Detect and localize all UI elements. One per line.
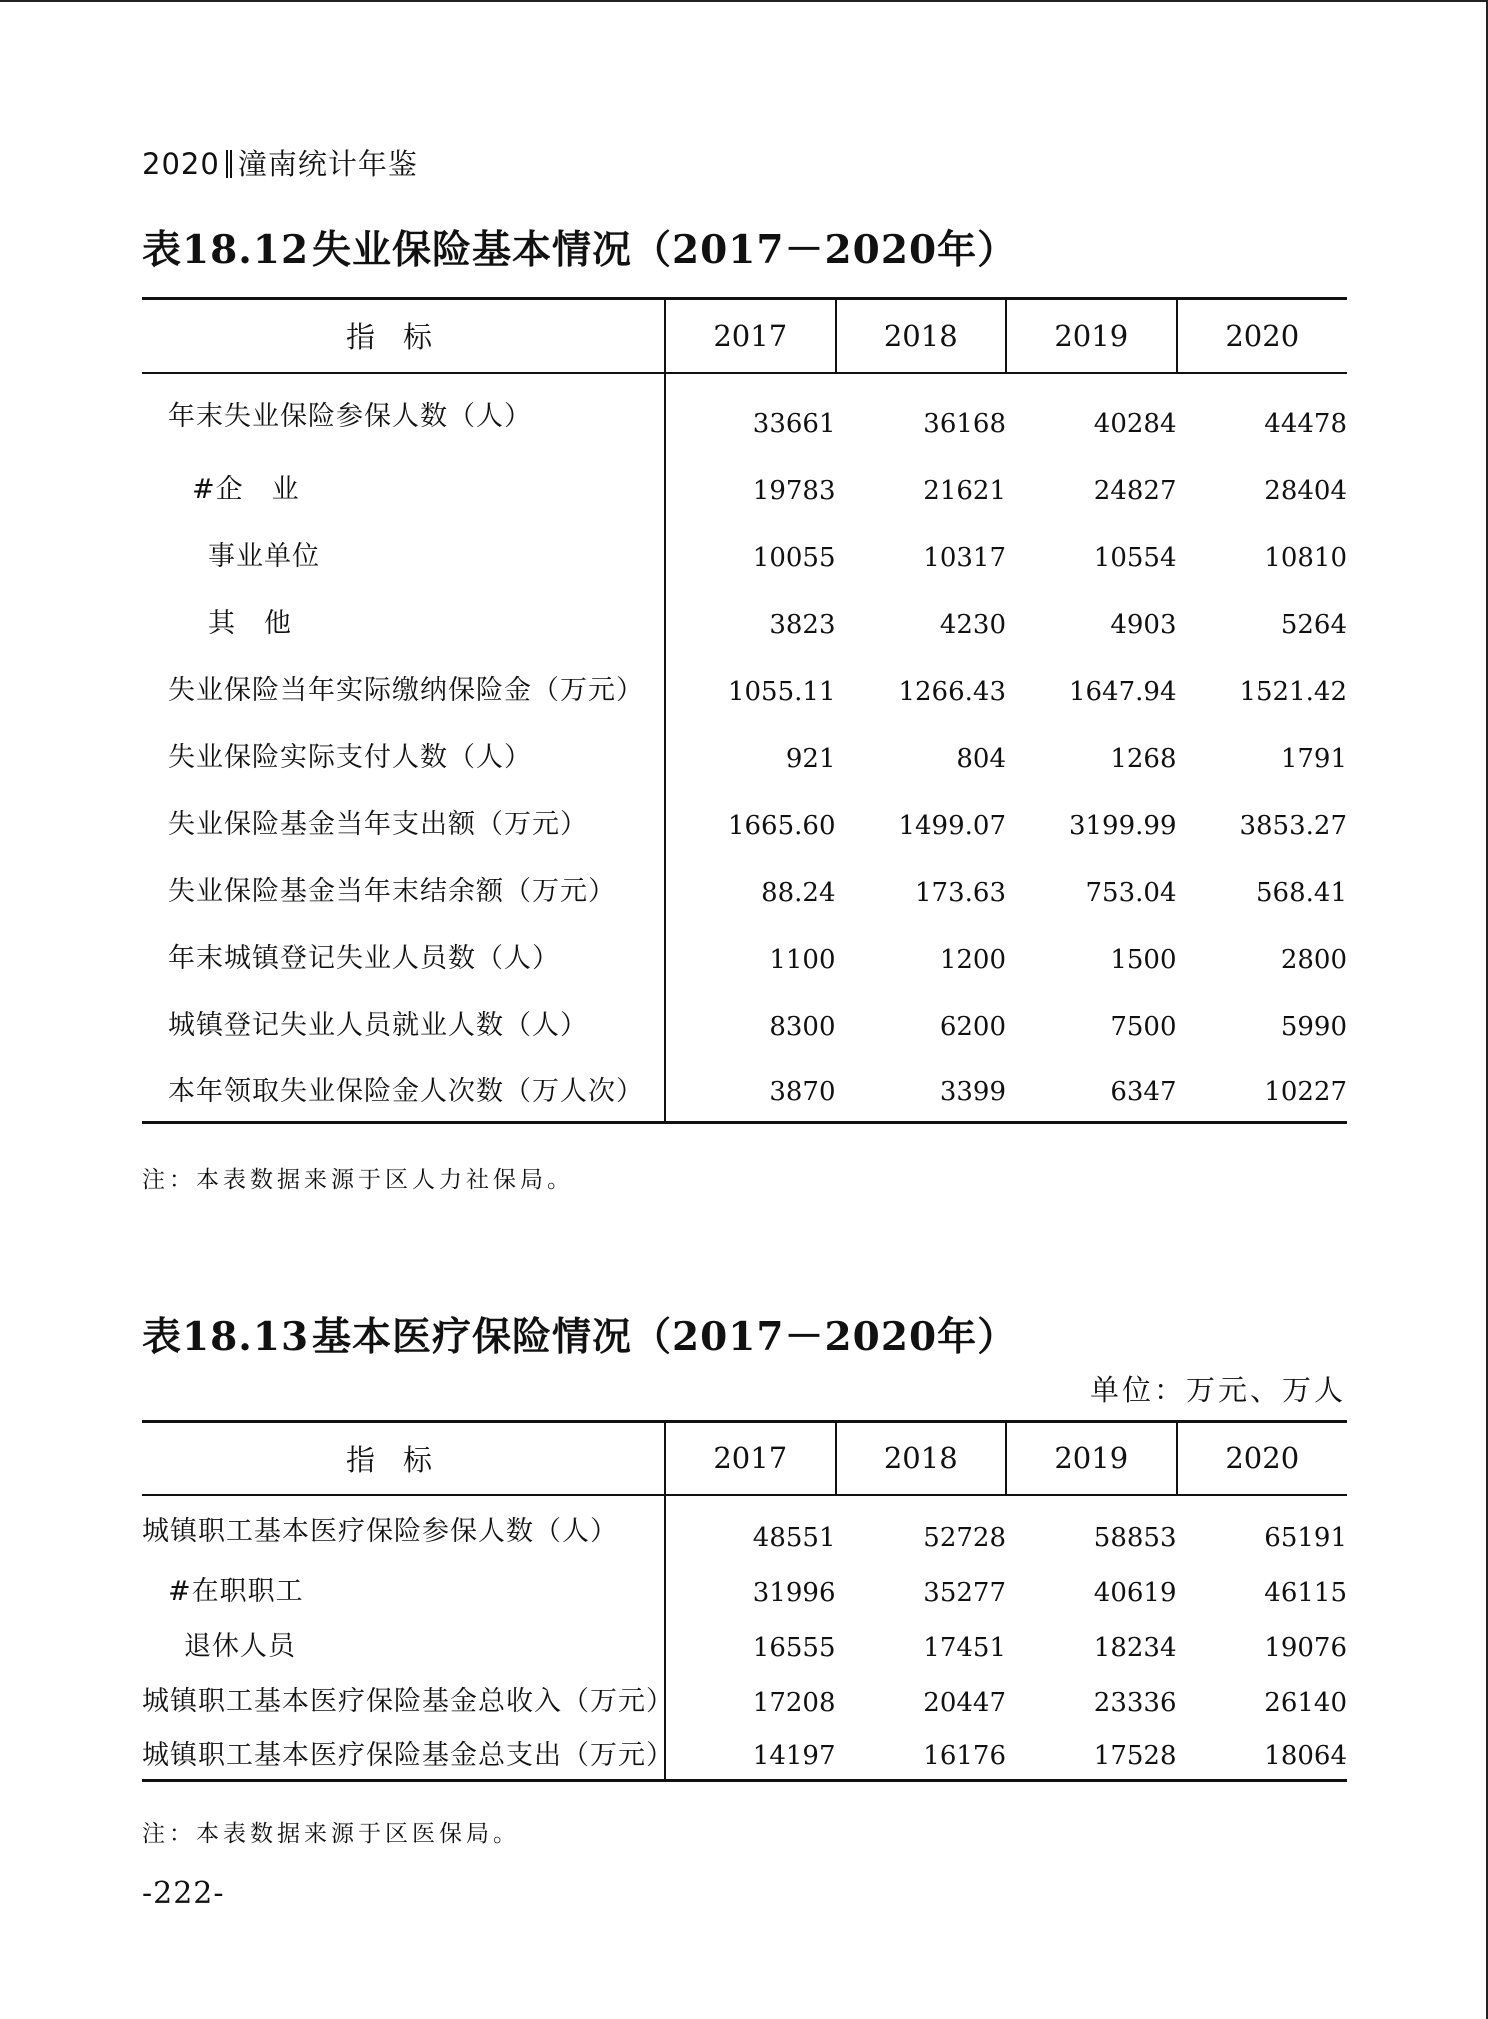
cell-value: 568.41 [1256,877,1347,908]
cell-value: 16555 [752,1632,836,1663]
cell-value: 36168 [923,408,1006,439]
cell-value: 1100 [769,944,836,975]
cell-value: 1055.11 [727,676,836,707]
cell-value: 1268 [1110,743,1177,774]
cell-value: 19783 [752,475,836,506]
header-year: 2020 [142,147,220,181]
row-label: 城镇登记失业人员就业人数（人） [142,989,665,1056]
table2-col-2020: 2020 [1177,1422,1348,1495]
cell-value: 10227 [1264,1077,1347,1107]
cell-value: 753.04 [1085,877,1177,908]
cell-value: 1647.94 [1068,676,1177,707]
cell-value: 5990 [1280,1011,1347,1042]
cell-value: 3399 [939,1077,1006,1107]
table1-title [142,219,1017,275]
cell-value: 19076 [1264,1632,1347,1663]
cell-value: 8300 [769,1011,836,1042]
cell-value: 804 [956,743,1006,774]
cell-value: 26140 [1264,1687,1347,1718]
table2-note: 注：本表数据来源于区医保局。 [142,1821,520,1847]
cell-value: 65191 [1264,1522,1347,1553]
row-label: 其 他 [142,587,665,654]
cell-value: 1266.43 [898,676,1006,707]
cell-value: 10554 [1093,542,1177,573]
cell-value: 20447 [923,1687,1006,1718]
row-label: 本年领取失业保险金人次数（万人次） [142,1056,665,1123]
cell-value: 21621 [923,475,1006,506]
table2-col-indicator: 指标 [345,1442,460,1477]
table-row [142,453,1347,520]
table2-title [142,1306,1017,1362]
table-row [142,788,1347,855]
table1-col-2017: 2017 [665,299,836,373]
table2-title-text: 基本医疗保险情况（2017－2020年） [312,1314,1018,1360]
cell-value: 18234 [1093,1632,1177,1663]
table-row [142,989,1347,1056]
cell-value: 10055 [752,542,836,573]
row-label: 失业保险基金当年支出额（万元） [142,788,665,855]
cell-value: 40284 [1093,408,1177,439]
cell-value: 6200 [939,1011,1006,1042]
row-label: 年末城镇登记失业人员数（人） [142,922,665,989]
row-label: 年末失业保险参保人数（人） [142,373,665,453]
cell-value: 17528 [1093,1741,1177,1771]
table1-col-indicator: 指标 [345,320,460,355]
table1-header-row [142,299,1347,373]
row-label: 城镇职工基本医疗保险基金总支出（万元） [142,1726,665,1781]
cell-value: 48551 [752,1522,836,1553]
table1-title-text: 失业保险基本情况（2017－2020年） [312,227,1018,273]
medical-insurance-table [142,1420,1347,1782]
table-row [142,1671,1347,1726]
cell-value: 3870 [769,1077,836,1107]
header-book-title: 潼南统计年鉴 [237,147,418,181]
cell-value: 44478 [1264,408,1347,439]
table1-col-2018: 2018 [836,299,1007,373]
table-row [142,1726,1347,1781]
table1-col-2020: 2020 [1177,299,1348,373]
cell-value: 52728 [923,1522,1006,1553]
cell-value: 5264 [1280,609,1347,640]
row-label: 事业单位 [142,520,665,587]
cell-value: 14197 [752,1741,836,1771]
table-row [142,922,1347,989]
cell-value: 24827 [1093,475,1177,506]
table-row [142,520,1347,587]
cell-value: 4230 [939,609,1006,640]
cell-value: 3823 [769,609,836,640]
unemployment-insurance-table [142,297,1347,1124]
cell-value: 46115 [1264,1577,1347,1608]
page-top-border [0,0,1488,2]
cell-value: 173.63 [915,877,1006,908]
row-label: 退休人员 [142,1616,665,1671]
cell-value: 18064 [1264,1741,1347,1771]
table-row [142,654,1347,721]
cell-value: 3853.27 [1239,810,1347,841]
table2-unit: 单位：万元、万人 [1089,1373,1346,1407]
row-label: #在职职工 [142,1561,665,1616]
table1-number: 表18.12 [142,227,310,273]
cell-value: 40619 [1093,1577,1177,1608]
row-label: 失业保险当年实际缴纳保险金（万元） [142,654,665,721]
table-row [142,373,1347,453]
cell-value: 17208 [752,1687,836,1718]
row-label: 城镇职工基本医疗保险参保人数（人） [142,1495,665,1561]
cell-value: 16176 [923,1741,1006,1771]
cell-value: 921 [785,743,836,774]
table-row [142,1495,1347,1561]
cell-value: 7500 [1110,1011,1177,1042]
cell-value: 1791 [1280,743,1347,774]
cell-value: 31996 [752,1577,836,1608]
cell-value: 1499.07 [898,810,1006,841]
cell-value: 10810 [1264,542,1347,573]
page-number: -222- [142,1876,225,1911]
cell-value: 1200 [939,944,1006,975]
cell-value: 4903 [1110,609,1177,640]
cell-value: 17451 [923,1632,1006,1663]
row-label: 失业保险基金当年末结余额（万元） [142,855,665,922]
cell-value: 58853 [1093,1522,1177,1553]
table2-col-2019: 2019 [1006,1422,1177,1495]
table2-header-row [142,1422,1347,1495]
header-separator [226,150,232,178]
cell-value: 2800 [1280,944,1347,975]
cell-value: 1500 [1110,944,1177,975]
running-header [142,142,418,183]
cell-value: 1521.42 [1239,676,1347,707]
row-label: 失业保险实际支付人数（人） [142,721,665,788]
table1-note: 注：本表数据来源于区人力社保局。 [142,1167,574,1193]
table-row [142,587,1347,654]
cell-value: 23336 [1093,1687,1177,1718]
cell-value: 88.24 [761,877,836,908]
cell-value: 35277 [923,1577,1006,1608]
table-row [142,1616,1347,1671]
table1-col-2019: 2019 [1006,299,1177,373]
cell-value: 6347 [1110,1077,1177,1107]
cell-value: 1665.60 [727,810,836,841]
row-label: #企 业 [142,453,665,520]
table2-col-2017: 2017 [665,1422,836,1495]
table-row [142,1056,1347,1123]
table-row [142,1561,1347,1616]
table-row [142,855,1347,922]
table2-col-2018: 2018 [836,1422,1007,1495]
table2-number: 表18.13 [142,1314,310,1360]
cell-value: 28404 [1264,475,1347,506]
table-row [142,721,1347,788]
row-label: 城镇职工基本医疗保险基金总收入（万元） [142,1671,665,1726]
cell-value: 3199.99 [1068,810,1177,841]
cell-value: 10317 [923,542,1006,573]
cell-value: 33661 [752,408,836,439]
